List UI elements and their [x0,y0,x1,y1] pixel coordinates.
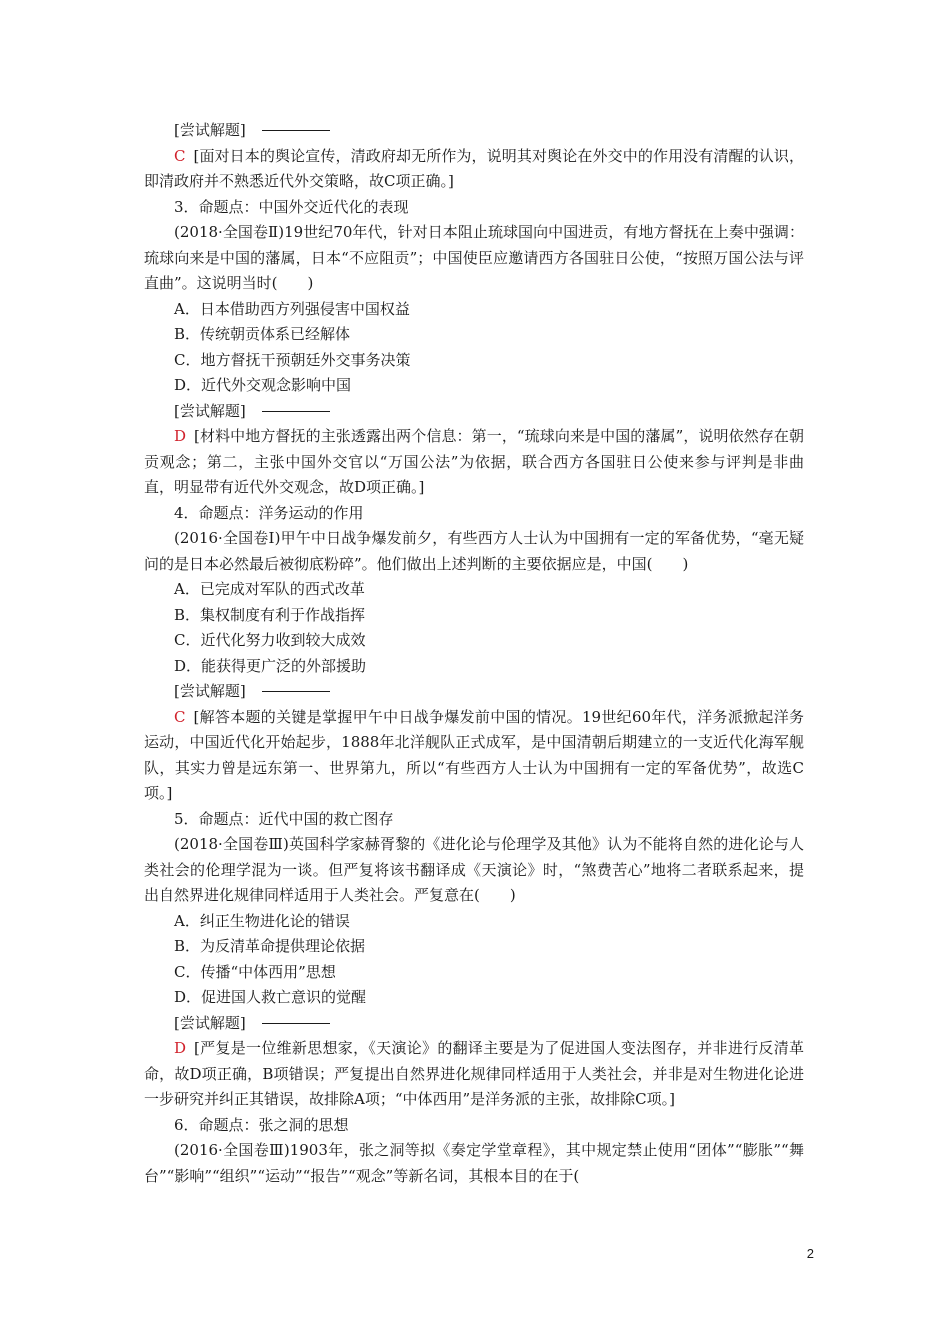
option-d: D．能获得更广泛的外部援助 [174,656,367,675]
explanation: C [面对日本的舆论宣传，清政府却无所作为，说明其对舆论在外交中的作用没有清醒的认识，即清政府并不熟悉近代外交策略，故C项正确。] [144,146,804,190]
answer-letter: D [174,427,187,445]
option-c: C．地方督抚干预朝廷外交事务决策 [174,350,411,369]
answer-blank [262,1022,330,1024]
option-c: C．近代化努力收到较大成效 [174,631,366,649]
try-solve-line: [尝试解题] [144,679,804,705]
try-solve-line: [尝试解题] [144,118,804,144]
question-heading: 5．命题点：近代中国的救亡图存 [174,809,394,828]
question-heading: 6．命题点：张之洞的思想 [174,1115,349,1134]
answer-blank [262,129,330,131]
try-solve-line: [尝试解题] [144,1011,804,1037]
answer-letter: C [174,146,186,165]
option-b: B．集权制度有利于作战指挥 [174,605,366,624]
question-stem: (2016·全国卷Ⅲ)1903年，张之洞等拟《奏定学堂章程》，其中规定禁止使用“团体”“膨胀”“舞台”“影响”“组织”“运动”“报告”“观念”等新名词，其根本目的在于( [144,1141,804,1185]
explanation: D [严复是一位维新思想家，《天演论》的翻译主要是为了促进国人变法图存，并非进行反清革命，故D项正确，B项错误；严复提出自然界进化规律同样适用于人类社会，并非是对生物进化论进一步研究并纠正其错误，故排除A项；“中体西用”是洋务派的主张，故排除C项。] [144,1039,804,1108]
question-heading: 3．命题点：中国外交近代化的表现 [174,197,409,216]
answer-blank [262,690,330,692]
option-b: B．为反清革命提供理论依据 [174,937,366,955]
answer-letter: D [174,1039,187,1057]
question-stem: (2016·全国卷Ⅰ)甲午中日战争爆发前夕，有些西方人士认为中国拥有一定的军备优势，“毫无疑问的是日本必然最后被彻底粉碎”。他们做出上述判断的主要依据应是，中国( ) [144,529,804,573]
explanation: D [材料中地方督抚的主张透露出两个信息：第一，“琉球向来是中国的藩属”，说明依然存在朝贡观念；第二，主张中国外交官以“万国公法”为依据，联合西方各国驻日公使来参与评判是非曲直，明显带有近代外交观念，故D项正确。] [144,427,804,496]
content-column [144,118,804,1189]
question-stem: (2018·全国卷Ⅱ)19世纪70年代，针对日本阻止琉球国向中国进贡，有地方督抚在上奏中强调：琉球向来是中国的藩属，日本“不应阻贡”；中国使臣应邀请西方各国驻日公使，“按照万国公法与评直曲”。这说明当时( ) [144,223,804,292]
page-number: 2 [806,1246,814,1261]
explanation: C [解答本题的关键是掌握甲午中日战争爆发前中国的情况。19世纪60年代，洋务派掀起洋务运动，中国近代化开始起步，1888年北洋舰队正式成军，是中国清朝后期建立的一支近代化海军舰队，其实力曾是远东第一、世界第九，所以“有些西方人士认为中国拥有一定的军备优势”，故选C项。] [144,707,804,802]
option-a: A．已完成对军队的西式改革 [174,580,365,598]
answer-letter: C [174,707,186,726]
try-solve-line: [尝试解题] [144,399,804,425]
option-b: B．传统朝贡体系已经解体 [174,325,351,343]
answer-blank [262,410,330,412]
question-heading: 4．命题点：洋务运动的作用 [174,503,364,522]
option-d: D．促进国人救亡意识的觉醒 [174,988,367,1006]
option-d: D．近代外交观念影响中国 [174,376,352,394]
option-c: C．传播“中体西用”思想 [174,962,336,981]
option-a: A．纠正生物进化论的错误 [174,911,350,930]
question-stem: (2018·全国卷Ⅲ)英国科学家赫胥黎的《进化论与伦理学及其他》认为不能将自然的进化论与人类社会的伦理学混为一谈。但严复将该书翻译成《天演论》时，“煞费苦心”地将二者联系起来，提出自然界进化规律同样适用于人类社会。严复意在( ) [144,835,804,904]
option-a: A．日本借助西方列强侵害中国权益 [174,299,410,318]
